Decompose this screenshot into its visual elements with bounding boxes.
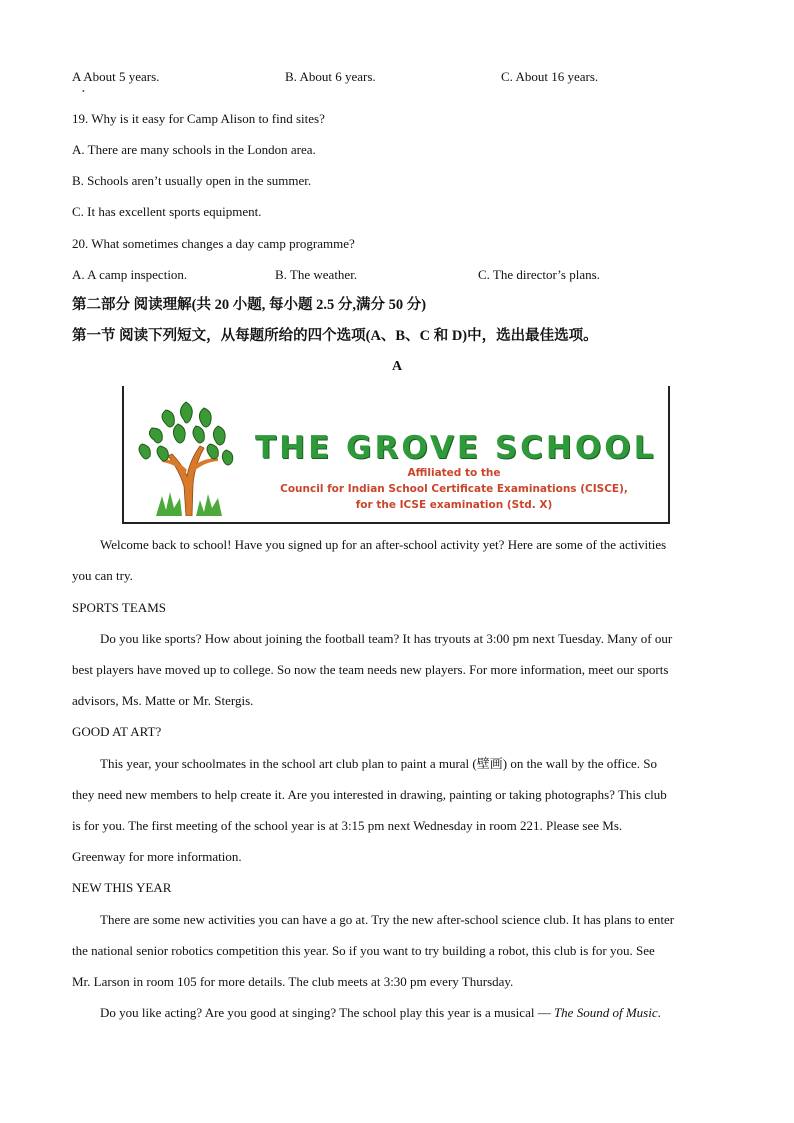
stray-dot: •	[82, 87, 85, 96]
q18-option-b: B. About 6 years.	[285, 69, 376, 84]
sports-heading: SPORTS TEAMS	[72, 600, 166, 615]
q20-option-a: A. A camp inspection.	[72, 267, 188, 282]
art-line-2: they need new members to help create it. Are you interested in drawing, painting or taking photographs? This club	[72, 787, 667, 802]
passage-letter: A	[391, 359, 403, 374]
art-line-1: This year, your schoolmates in the school art club plan to paint a mural (壁画) on the wall by the office. So	[100, 756, 658, 771]
part2-heading: 第二部分 阅读理解(共 20 小题, 每小题 2.5 分,满分 50 分)	[72, 297, 427, 313]
q19-question: 19. Why is it easy for Camp Alison to find sites?	[72, 111, 325, 126]
art-line-4: Greenway for more information.	[72, 849, 242, 864]
q18-option-a: A About 5 years.	[72, 69, 160, 84]
new-line-4	[100, 1005, 661, 1021]
school-banner	[122, 386, 670, 524]
q20-option-c: C. The director’s plans.	[478, 267, 600, 282]
affiliation-line-2: Council for Indian School Certificate Examinations (CISCE),	[280, 483, 628, 495]
art-line-3: is for you. The first meeting of the school year is at 3:15 pm next Wednesday in room 221. Please see Ms.	[72, 818, 623, 833]
school-name: THE GROVE SCHOOL	[255, 430, 657, 466]
sports-line-2: best players have moved up to college. So now the team needs new players. For more information, meet our sports	[72, 662, 669, 677]
q18-option-c: C. About 16 years.	[501, 69, 599, 84]
new-heading: NEW THIS YEAR	[72, 880, 172, 895]
new-line-1: There are some new activities you can have a go at. Try the new after-school science club. It has plans to enter	[100, 912, 675, 927]
affiliation-line-1: Affiliated to the	[407, 467, 501, 479]
musical-title: The Sound of Music	[553, 1005, 658, 1020]
q20-option-b: B. The weather.	[275, 267, 358, 282]
q19-option-a: A. There are many schools in the London area.	[72, 142, 316, 157]
q19-option-c: C. It has excellent sports equipment.	[72, 204, 262, 219]
art-heading: GOOD AT ART?	[72, 724, 162, 739]
new-line-4-text: Do you like acting? Are you good at singing? The school play this year is a musical —	[100, 1005, 554, 1020]
intro-line-2: you can try.	[72, 568, 133, 583]
sports-line-3: advisors, Ms. Matte or Mr. Stergis.	[72, 693, 254, 708]
section1-heading: 第一节 阅读下列短文，从每题所给的四个选项(A、B、C 和 D)中，选出最佳选项。	[72, 328, 598, 344]
intro-line-1: Welcome back to school! Have you signed up for an after-school activity yet? Here are some of the activities	[100, 537, 667, 552]
tree-logo-icon	[138, 398, 238, 516]
affiliation-line-3: for the ICSE examination (Std. X)	[355, 499, 553, 511]
q19-option-b: B. Schools aren’t usually open in the summer.	[72, 173, 312, 188]
new-line-2: the national senior robotics competition this year. So if you want to try building a robot, this club is for you. See	[72, 943, 655, 958]
q20-question: 20. What sometimes changes a day camp programme?	[72, 236, 355, 251]
new-line-3: Mr. Larson in room 105 for more details. The club meets at 3:30 pm every Thursday.	[72, 974, 514, 989]
sports-line-1: Do you like sports? How about joining the football team? It has tryouts at 3:00 pm next Tuesday. Many of our	[100, 631, 673, 646]
new-line-4-end: .	[657, 1005, 661, 1020]
